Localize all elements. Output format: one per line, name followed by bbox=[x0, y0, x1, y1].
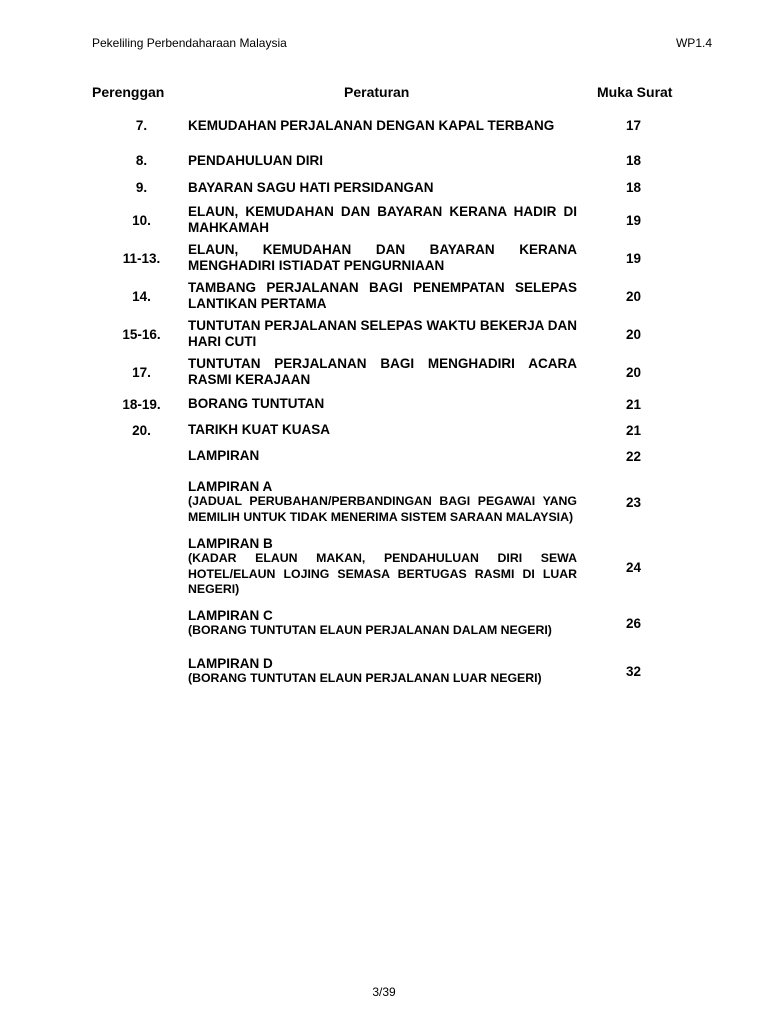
column-header-regulation: Peraturan bbox=[344, 84, 410, 100]
toc-regulation-title: ELAUN, KEMUDAHAN DAN BAYARAN KERANA HADIR DI MAHKAMAH bbox=[188, 204, 577, 235]
appendix-page-number: 24 bbox=[625, 559, 642, 575]
appendix-page-number: 26 bbox=[625, 615, 642, 631]
toc-regulation-title: TUNTUTAN PERJALANAN BAGI MENGHADIRI ACARA RASMI KERAJAAN bbox=[188, 356, 577, 387]
appendix-description: (BORANG TUNTUTAN ELAUN PERJALANAN LUAR NEGERI) bbox=[188, 670, 542, 685]
appendix-entry bbox=[95, 535, 680, 599]
appendix-entry bbox=[95, 599, 680, 647]
toc-paragraph-number: 7. bbox=[135, 118, 148, 133]
toc-page-number: 18 bbox=[625, 180, 642, 195]
toc-page-number: 20 bbox=[625, 326, 642, 342]
toc-regulation-title: BAYARAN SAGU HATI PERSIDANGAN bbox=[188, 179, 434, 195]
appendix-page-number: 32 bbox=[625, 663, 642, 679]
toc-paragraph-number: 15-16. bbox=[122, 326, 161, 342]
appendix-description: (KADAR ELAUN MAKAN, PENDAHULUAN DIRI SEWA HOTEL/ELAUN LOJING SEMASA BERTUGAS RASMI DI LUAR NEGERI) bbox=[188, 551, 577, 597]
toc-regulation-title: KEMUDAHAN PERJALANAN DENGAN KAPAL TERBANG bbox=[188, 117, 555, 133]
appendix-title: LAMPIRAN B bbox=[188, 536, 273, 552]
toc-regulation-title: PENDAHULUAN DIRI bbox=[188, 152, 323, 168]
toc-page-number: 20 bbox=[625, 364, 642, 380]
appendix-title: LAMPIRAN D bbox=[188, 655, 273, 671]
toc-page-number: 21 bbox=[625, 422, 642, 438]
toc-row bbox=[95, 353, 680, 391]
column-header-page: Muka Surat bbox=[597, 84, 673, 100]
toc-regulation-title: TUNTUTAN PERJALANAN SELEPAS WAKTU BEKERJA DAN HARI CUTI bbox=[188, 318, 577, 349]
toc-paragraph-number: 20. bbox=[132, 422, 151, 438]
appendix-description: (JADUAL PERUBAHAN/PERBANDINGAN BAGI PEGAWAI YANG MEMILIH UNTUK TIDAK MENERIMA SISTEM SARAAN MALAYSIA) bbox=[188, 494, 577, 524]
toc-page-number: 21 bbox=[625, 396, 642, 412]
appendix-entry bbox=[95, 469, 680, 535]
toc-row bbox=[95, 443, 680, 469]
toc-row bbox=[95, 147, 680, 174]
toc-row bbox=[95, 391, 680, 417]
toc-regulation-title: BORANG TUNTUTAN bbox=[188, 396, 325, 411]
toc-page-number: 18 bbox=[625, 153, 642, 168]
toc-regulation-title: LAMPIRAN bbox=[188, 448, 260, 463]
toc-page-number: 22 bbox=[625, 448, 642, 464]
toc-column-headers bbox=[92, 84, 712, 104]
toc-paragraph-number: 18-19. bbox=[122, 396, 161, 412]
toc-row bbox=[95, 315, 680, 353]
page-header bbox=[92, 36, 712, 52]
toc-paragraph-number: 9. bbox=[135, 180, 148, 195]
toc-page-number: 17 bbox=[625, 118, 642, 133]
toc-row bbox=[95, 104, 680, 147]
toc-regulation-title: TARIKH KUAT KUASA bbox=[188, 422, 330, 437]
toc-page-number: 19 bbox=[625, 212, 642, 228]
toc-row bbox=[95, 417, 680, 443]
toc-paragraph-number: 14. bbox=[132, 288, 151, 304]
toc-row bbox=[95, 239, 680, 277]
document-series-title: Pekeliling Perbendaharaan Malaysia bbox=[92, 36, 287, 50]
toc-row bbox=[95, 201, 680, 239]
appendix-page-number: 23 bbox=[625, 494, 642, 510]
appendix-entry bbox=[95, 647, 680, 695]
toc-paragraph-number: 8. bbox=[135, 153, 148, 168]
table-of-contents bbox=[95, 104, 680, 695]
toc-paragraph-number: 11-13. bbox=[122, 250, 161, 266]
column-header-paragraph: Perenggan bbox=[92, 84, 165, 100]
toc-paragraph-number: 17. bbox=[132, 364, 151, 380]
page-number-footer: 3/39 bbox=[372, 985, 396, 999]
appendix-description: (BORANG TUNTUTAN ELAUN PERJALANAN DALAM NEGERI) bbox=[188, 622, 552, 637]
toc-row bbox=[95, 277, 680, 315]
toc-regulation-title: ELAUN, KEMUDAHAN DAN BAYARAN KERANA MENGHADIRI ISTIADAT PENGURNIAAN bbox=[188, 242, 577, 273]
appendix-title: LAMPIRAN C bbox=[188, 607, 273, 623]
toc-page-number: 19 bbox=[625, 250, 642, 266]
appendix-title: LAMPIRAN A bbox=[188, 479, 273, 494]
toc-row bbox=[95, 174, 680, 201]
toc-page-number: 20 bbox=[625, 288, 642, 304]
toc-paragraph-number: 10. bbox=[132, 212, 151, 228]
document-code: WP1.4 bbox=[675, 36, 712, 50]
toc-regulation-title: TAMBANG PERJALANAN BAGI PENEMPATAN SELEPAS LANTIKAN PERTAMA bbox=[188, 280, 577, 311]
